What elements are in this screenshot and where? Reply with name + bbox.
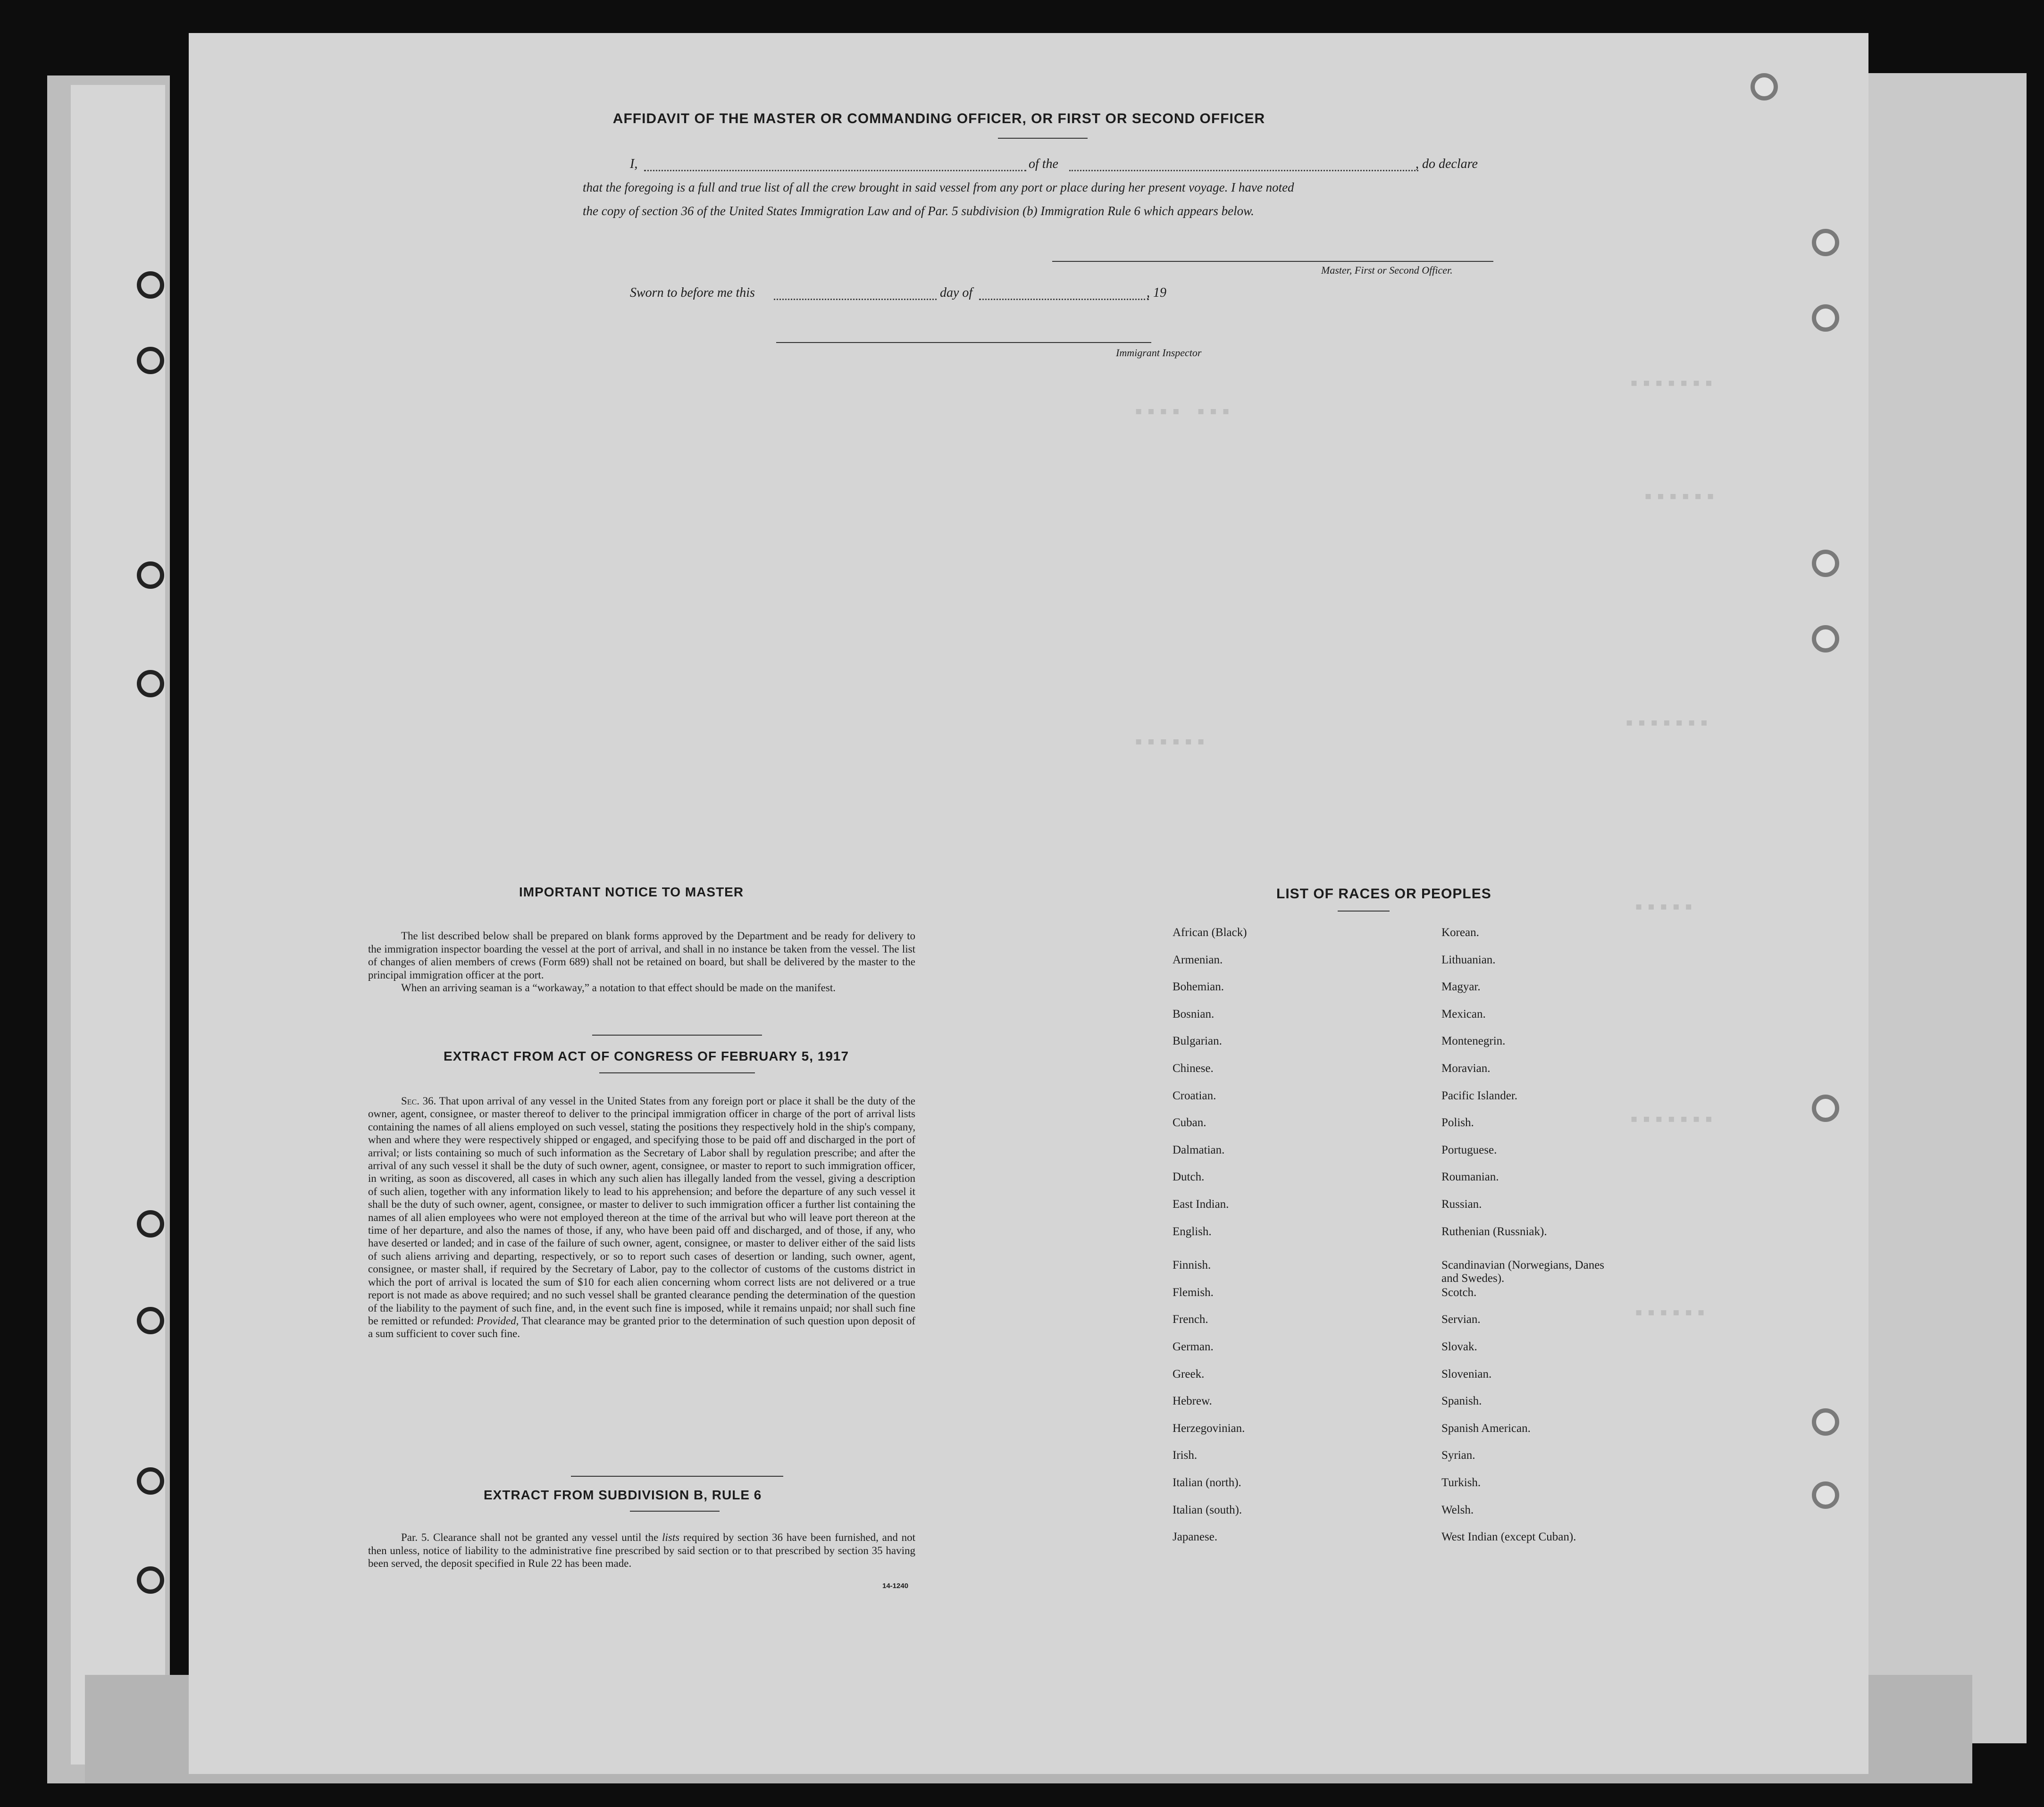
bleed-through-text: ▪▪▪▪▪▪▪ [1628,373,1715,396]
affidavit-of-the-label: of the [1029,157,1058,171]
race-item: Scandinavian (Norwegians, Danes and Swedes). [1441,1259,1605,1285]
race-item: English. [1173,1225,1212,1238]
race-item: Turkish. [1441,1476,1481,1489]
divider [1338,911,1390,912]
race-item: Herzegovinian. [1173,1422,1245,1435]
race-item: Flemish. [1173,1286,1214,1299]
divider [599,1072,755,1073]
race-item: Finnish. [1173,1259,1211,1272]
affidavit-title: AFFIDAVIT OF THE MASTER OR COMMANDING OFFICER, OR FIRST OR SECOND OFFICER [612,111,1265,126]
race-item: Scotch. [1441,1286,1477,1299]
sworn-month-fill-line[interactable] [979,299,1149,300]
punch-hole [1812,550,1839,577]
race-item: Moravian. [1441,1062,1491,1075]
race-item: Cuban. [1173,1116,1206,1129]
inspector-caption: Immigrant Inspector [1116,347,1202,359]
bleed-through-text: ▪▪▪▪ ▪▪▪ [1132,401,1232,425]
races-title: LIST OF RACES OR PEOPLES [1276,886,1491,902]
race-item: Korean. [1441,926,1479,939]
race-item: Chinese. [1173,1062,1214,1075]
affidavit-text-line3: the copy of section 36 of the United States Immigration Law and of Par. 5 subdivision (b) Immigration Rule 6 which appears below. [583,204,1254,218]
race-item: Servian. [1441,1313,1481,1326]
officer-signature-line[interactable] [1052,261,1493,262]
rule6-text-a: Par. 5. Clearance shall not be granted any vessel until the [401,1531,662,1543]
punch-hole [137,271,164,299]
race-item: Bosnian. [1173,1007,1215,1021]
rear-sheet [1864,73,2027,1743]
race-item: Spanish. [1441,1395,1482,1408]
officer-signature-caption: Master, First or Second Officer. [1321,264,1453,276]
form-page [189,33,1868,1774]
punch-hole [137,1566,164,1594]
rule6-title: EXTRACT FROM SUBDIVISION B, RULE 6 [484,1488,762,1502]
race-item: Montenegrin. [1441,1035,1506,1048]
act-text: 36. That upon arrival of any vessel in the United States from any foreign port or place it shall be the duty of the owner, agent, consignee, or master thereof to deliver to the principal immigration officer in charge of the port of arrival lists containing the names of all aliens employed on such vessel, stating the positions they respectively hold in the ship's company, when and where they were respectively shipped or engaged, and specifying those to be paid off and discharged in the port of arrival; or lists containing so much of such information as the Secretary of Labor shall by regulation prescribe; and after the arrival of any such vessel it shall be the duty of such owner, agent, consignee, or master to report to such immigration officer, in writing, as soon as discovered, all cases in which any such alien has illegally landed from the vessel, giving a description of such alien, together with any information likely to lead to his apprehension; and before the departure of any such vessel it shall be the duty of such owner, agent, consignee, or master to deliver to such immigration officer a further list containing the names of all alien employees who were not employed thereon at the time of the arrival but who will leave port thereon at the time of her departure, and also the names of those, if any, who have been paid off and discharged, and of those, if any, who have deserted or landed; and in case of the failure of such owner, agent, consignee, or master to deliver either of the said lists of such aliens arriving and departing, respectively, or so to report such cases of desertion or landing, such owner, agent, consignee, or master shall, if required by the Secretary of Labor, pay to the collector of customs of the customs district in which the port of arrival is located the sum of $10 for each alien concerning whom correct lists are not delivered or a true report is not made as above required; and no such vessel shall be granted clearance pending the determination of the question of the liability to the payment of such fine, and, in the event such fine is imposed, while it remains unpaid; nor shall such fine be remitted or refunded: [368,1095,915,1327]
rule6-text [368,1531,915,1570]
race-item: Slovak. [1441,1340,1477,1353]
punch-hole [1812,1095,1839,1122]
race-item: Dalmatian. [1173,1143,1225,1156]
act-extract-title: EXTRACT FROM ACT OF CONGRESS OF FEBRUARY 5, 1917 [444,1049,849,1063]
bleed-through-text: ▪▪▪▪▪▪▪ [1623,712,1710,736]
sworn-prefix: Sworn to before me this [630,285,755,300]
name-fill-line[interactable] [644,170,1026,171]
race-item: Welsh. [1441,1503,1474,1516]
form-number: 14-1240 [882,1582,909,1590]
notice-title: IMPORTANT NOTICE TO MASTER [519,885,744,899]
divider [630,1511,720,1512]
act-text-end: That clearance may be granted prior to the determination of such question upon deposit of a sum sufficient to cover such fine. [368,1314,915,1340]
race-item: Polish. [1441,1116,1474,1129]
punch-hole [1812,1408,1839,1436]
race-item: Slovenian. [1441,1367,1492,1380]
binder-page-edge [71,85,165,1765]
act-provided: Provided, [477,1314,519,1327]
race-item: Italian (south). [1173,1503,1242,1516]
bleed-through-text: ▪▪▪▪▪▪ [1132,731,1207,755]
race-item: Croatian. [1173,1089,1216,1102]
affidavit-declare-label: , do declare [1416,157,1478,171]
notice-paragraph-1: The list described below shall be prepared on blank forms approved by the Department and be ready for delivery to the immigration inspector boarding the vessel at the port of arrival, and shall in no instance be taken from the vessel. The list of changes of alien members of crews (Form 689) shall not be retained on board, but shall be delivered by the master to the principal immigration officer at the port. [368,930,915,981]
race-item: Russian. [1441,1198,1482,1211]
race-item: Mexican. [1441,1007,1486,1021]
divider [571,1476,783,1477]
bleed-through-text: ▪▪▪▪▪ [1633,896,1695,920]
punch-hole [1812,625,1839,653]
race-item: French. [1173,1313,1208,1326]
race-item: Irish. [1173,1449,1198,1462]
race-item: Dutch. [1173,1171,1205,1184]
bleed-through-text: ▪▪▪▪▪▪ [1642,486,1717,510]
race-item: Italian (north). [1173,1476,1241,1489]
race-item: Spanish American. [1441,1422,1531,1435]
notice-body [368,929,915,995]
sec-label: Sec. [401,1095,419,1107]
divider [592,1035,762,1036]
race-item: African (Black) [1173,926,1247,939]
race-item: Pacific Islander. [1441,1089,1518,1102]
race-item: Armenian. [1173,953,1223,966]
race-item: Syrian. [1441,1449,1475,1462]
punch-hole [1812,1481,1839,1509]
punch-hole [137,561,164,589]
bleed-through-text: ▪▪▪▪▪▪ [1633,1302,1708,1326]
race-item: Bulgarian. [1173,1035,1222,1048]
punch-hole [137,1210,164,1238]
race-item: Japanese. [1173,1531,1218,1544]
rule6-text-b: required by section 36 have been furnished, and not then unless, notice of liability to the administrative fine prescribed by said section or to that prescribed by section 35 having been served, the deposit specified in Rule 22 has been made. [368,1531,916,1570]
divider [998,138,1088,139]
race-item: German. [1173,1340,1214,1353]
bleed-through-text: ▪▪▪▪▪▪▪ [1628,1109,1715,1132]
affidavit-text-line2: that the foregoing is a full and true list of all the crew brought in said vessel from any port or place during her present voyage. I have noted [583,180,1294,194]
race-item: Portuguese. [1441,1143,1497,1156]
sworn-day-fill-line[interactable] [774,299,937,300]
punch-hole [137,1307,164,1334]
notice-paragraph-2: When an arriving seaman is a “workaway,” a notation to that effect should be made on the manifest. [401,982,836,994]
act-section-36-text [368,1095,915,1340]
race-item: Roumanian. [1441,1171,1499,1184]
sworn-day-of-label: day of [940,285,973,300]
race-item: Greek. [1173,1367,1205,1380]
punch-hole [1812,229,1839,256]
race-item: Bohemian. [1173,980,1224,994]
punch-hole [1751,73,1778,100]
sworn-year-label: , 19 [1147,285,1166,300]
race-item: Hebrew. [1173,1395,1212,1408]
punch-hole [137,347,164,374]
race-item: Magyar. [1441,980,1481,994]
race-item: West Indian (except Cuban). [1441,1531,1576,1544]
punch-hole [137,670,164,697]
vessel-fill-line[interactable] [1069,170,1418,171]
rule6-lists: lists [662,1531,680,1543]
race-item: Ruthenian (Russniak). [1441,1225,1547,1238]
race-item: Lithuanian. [1441,953,1496,966]
affidavit-i-label: I, [630,157,638,171]
inspector-signature-line[interactable] [776,342,1151,343]
punch-hole [1812,304,1839,332]
race-item: East Indian. [1173,1198,1229,1211]
punch-hole [137,1467,164,1495]
